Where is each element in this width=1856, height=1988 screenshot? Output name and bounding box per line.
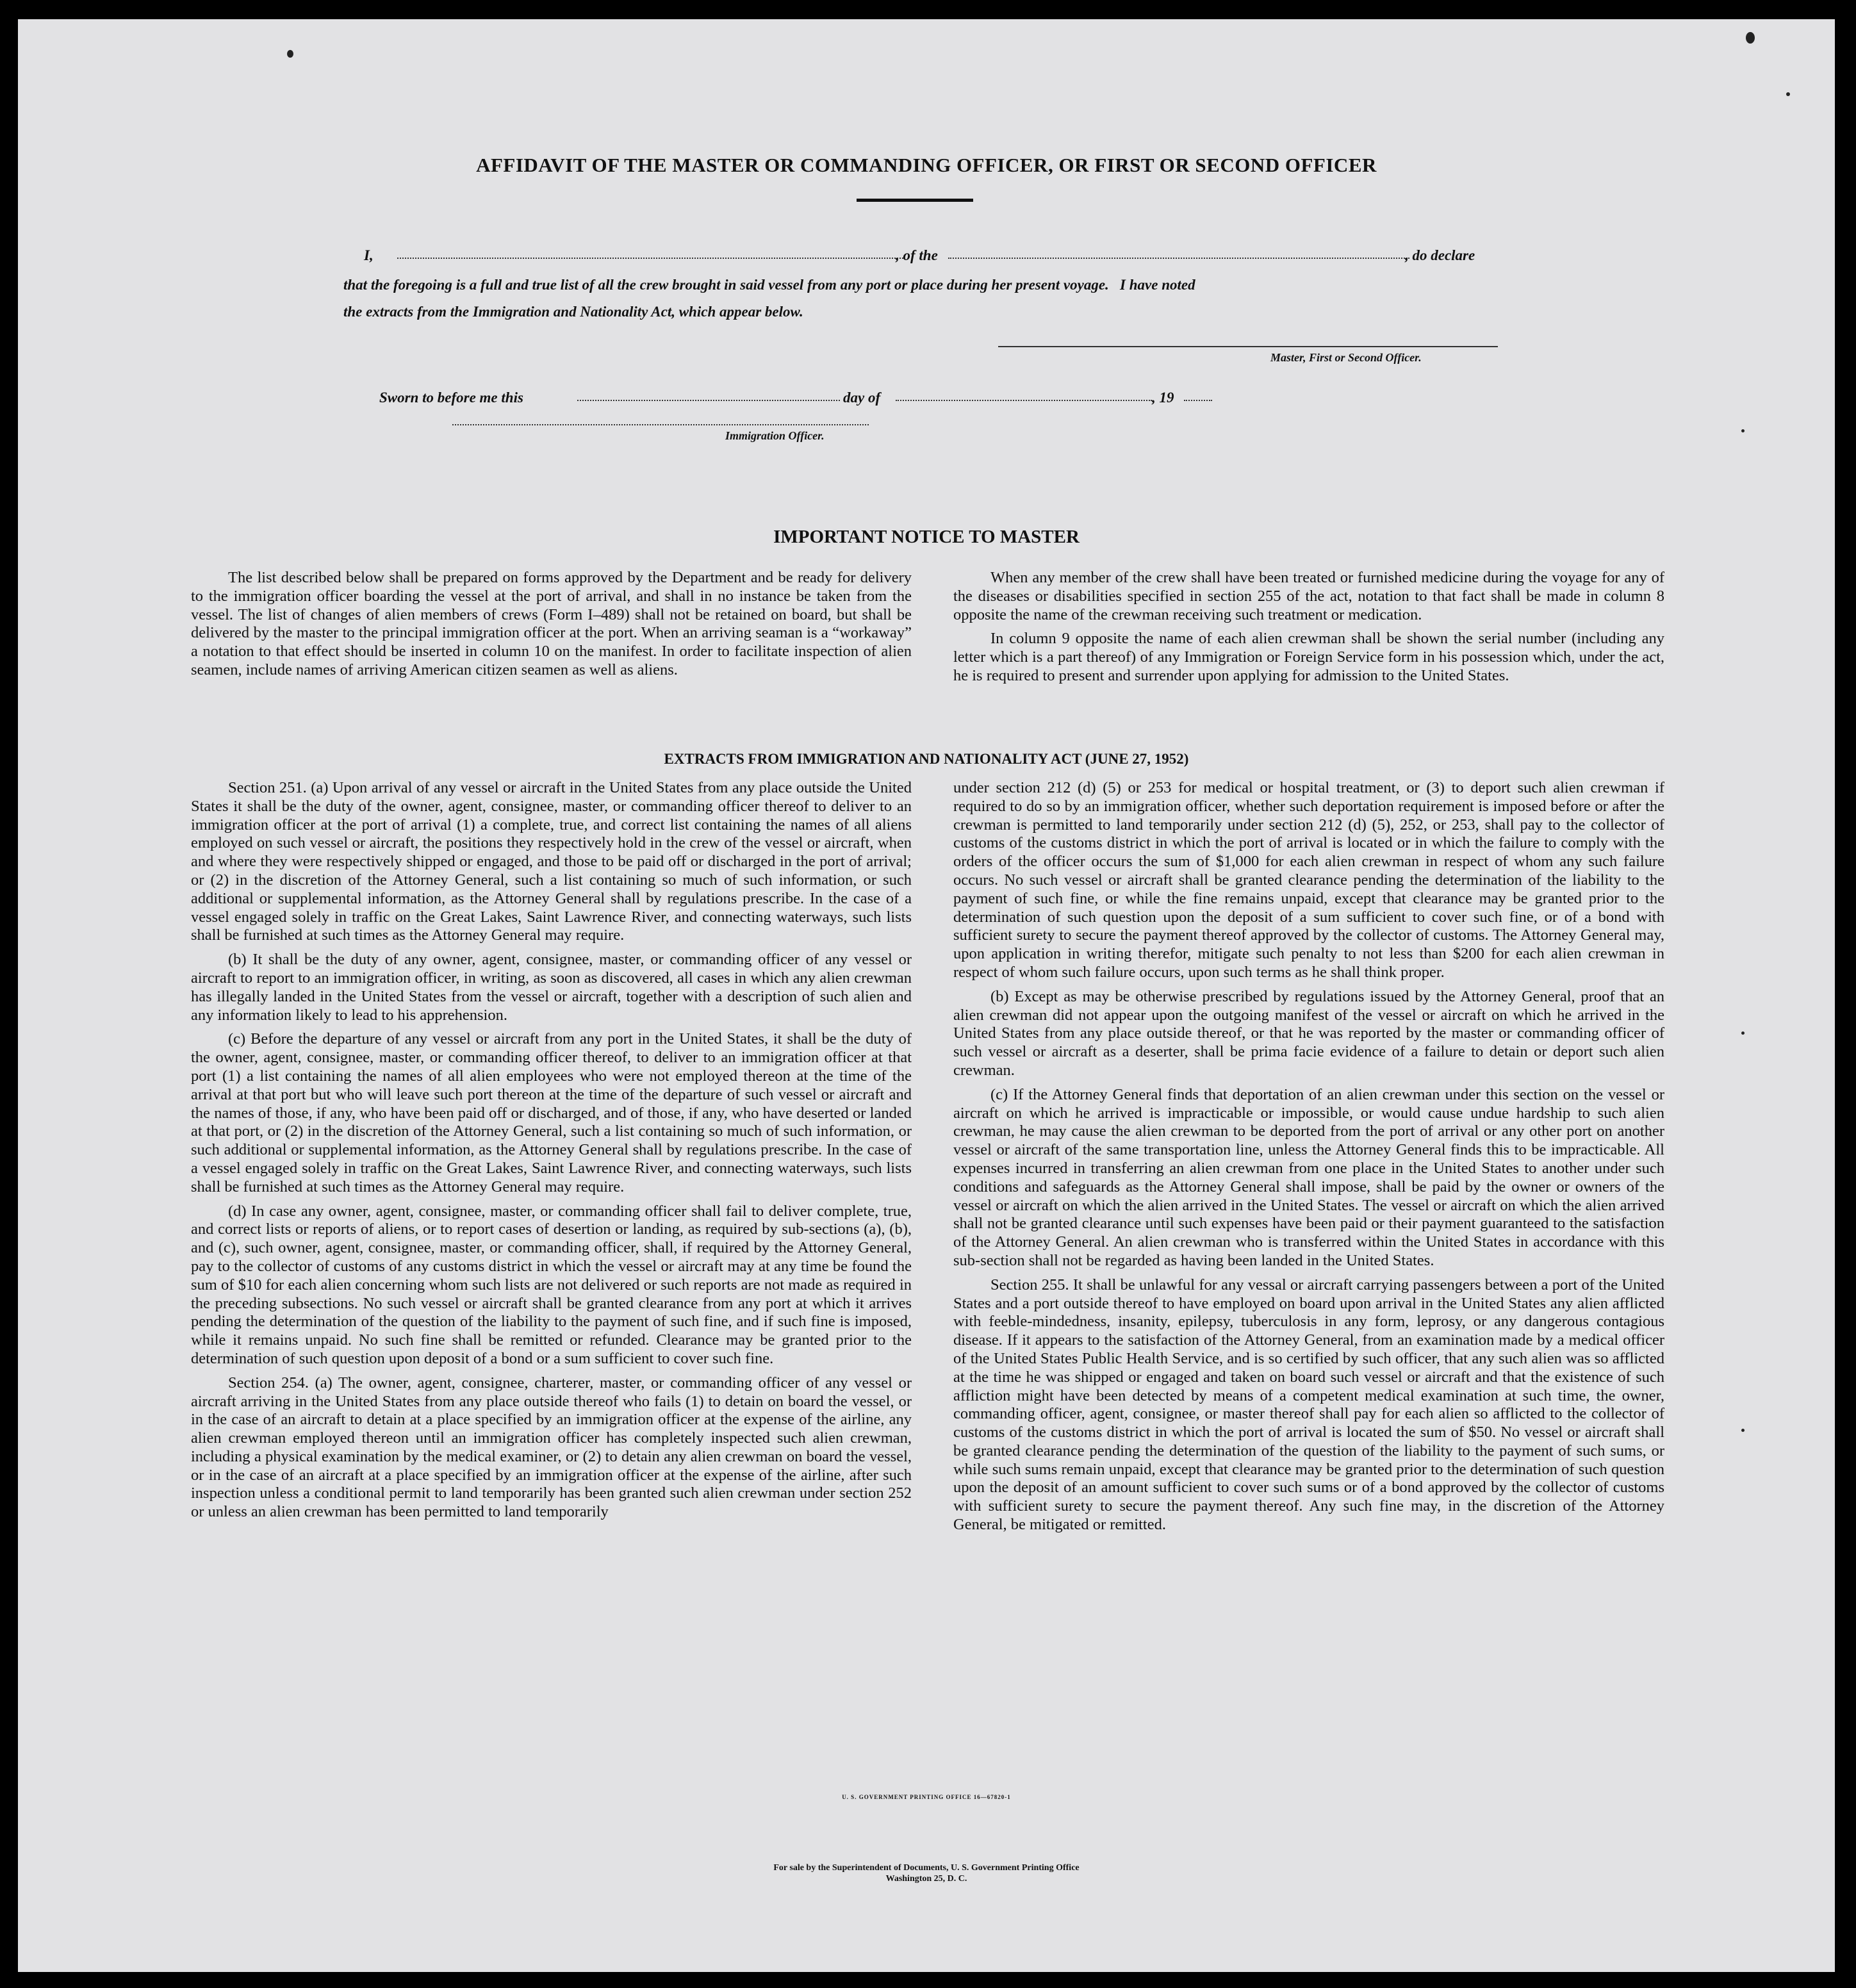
of-the-label: , of the (896, 247, 938, 263)
scan-mark (1746, 32, 1755, 44)
affidavit-line-2: that the foregoing is a full and true list of all the crew brought in said vessel from any port or place during her present voyage. I have noted (343, 277, 1195, 293)
form-page (18, 19, 1835, 1972)
scan-mark (287, 50, 293, 58)
notice-right-column (953, 569, 1664, 691)
section-255: Section 255. It shall be unlawful for any vessal or aircraft carrying passengers between a port of the United States and a port outside thereof to have employed on board upon arrival in the United States any alien afflicted with feeble-mindedness, insanity, epilepsy, tuberculosis in any form, leprosy, or any dangerous contagious disease. If it appears to the satisfaction of the Attorney General, from an examination made by a medical officer of the United States Public Health Service, and is so certified by such officer, that any such alien was so afflicted at the time he was shipped or engaged and taken on board such vessel or aircraft and that the existence of such affliction might have been detected by means of a competent medical examination at such time, the owner, commanding officer, agent, consignee, or master thereof shall pay for each alien so afflicted to the collector of customs of the customs district in which the port of arrival is located the sum of $50. No vessel or aircraft shall be granted clearance pending the determination of the question of the liability to the payment of such sums, or while such sums remain unpaid, except that clearance may be granted prior to the determination of such question upon the deposit of an amount sufficient to cover such sums or of a bond approved by the collector of customs with sufficient surety to secure the payment thereof. Any such fine may, in the discretion of the Attorney General, be mitigated or remitted. (953, 1276, 1664, 1534)
year-label: , 19 (1152, 390, 1174, 406)
sale-notice (18, 1862, 1835, 1884)
master-name-field[interactable] (397, 258, 903, 259)
affidavit-title: AFFIDAVIT OF THE MASTER OR COMMANDING OFFICER, OR FIRST OR SECOND OFFICER (476, 154, 1377, 176)
title-rule (857, 199, 973, 202)
scan-mark (1786, 92, 1790, 96)
notice-right-paragraph-1: When any member of the crew shall have been treated or furnished medicine during the voyage for any of the diseases or disabilities specified in section 255 of the act, notation to that fact shall be made in column 8 opposite the name of the crewman receiving such treatment or medication. (953, 569, 1664, 623)
section-254-a-continued: under section 212 (d) (5) or 253 for medical or hospital treatment, or (3) to deport such alien crewman if required to do so by an immigration officer, whether such deportation requirement is imposed before or after the crewman is permitted to land temporarily under section 212 (d) (5), 252, or 253, shall pay to the collector of customs of the customs district in which the port of arrival is located or in which the failure to comply with the orders of the officer occurs the sum of $1,000 for each alien crewman in respect of whom any such failure occurs. No such vessel or aircraft shall be granted clearance pending the determination of the liability to the payment of such fine, or while the fine remains unpaid, except that clearance may be granted prior to the determination of such question upon the deposit of a sum sufficient to cover such fine, or of a bond with sufficient surety to secure the payment thereof approved by the collector of customs. The Attorney General may, upon application in writing therefor, mitigate such penalty to not less than $200 for each alien crewman in respect of whom such failure occurs, upon such terms as he shall think proper. (953, 779, 1664, 981)
section-251-a: Section 251. (a) Upon arrival of any vessel or aircraft in the United States from any place outside the United States it shall be the duty of the owner, agent, consignee, master, or commanding officer thereof to deliver to an immigration officer at the port of arrival (1) a complete, true, and correct list containing the names of all aliens employed on such vessel or aircraft, the positions they respectively hold in the crew of the vessel or aircraft, when and where they were respectively shipped or engaged, and those to be paid off or discharged in the port of arrival; or (2) in the discretion of the Attorney General, such a list containing so much of such information, or such additional or supplemental information, as the Attorney General shall by regulations prescribe. In the case of a vessel engaged solely in traffic on the Great Lakes, Saint Lawrence River, and connecting waterways, such lists shall be furnished at such times as the Attorney General may require. (191, 779, 912, 944)
section-251-c: (c) Before the departure of any vessel or aircraft from any port in the United States, it shall be the duty of the owner, agent, consignee, master, or commanding officer thereof, to deliver to an immigration officer at that port (1) a list containing the names of all alien employees who were not employed thereon at the time of the arrival at that port but who will leave such port thereon at the time of the departure of such vessel or aircraft and the names of those, if any, who have been paid off or discharged, and of those, if any, who have deserted or landed at that port, or (2) in the discretion of the Attorney General, such a list containing so much of such information, or such additional or supplemental information, as the Attorney General shall by regulations prescribe. In the case of a vessel engaged solely in traffic on the Great Lakes, Saint Lawrence River, and connecting waterways, such lists shall be furnished at such times as the Attorney General may require. (191, 1030, 912, 1195)
declare-label: , do declare (1405, 247, 1475, 263)
signature-label: Master, First or Second Officer. (1270, 351, 1422, 364)
affidavit-i-label: I, (364, 247, 374, 263)
scan-mark (1741, 1031, 1745, 1035)
section-254-b: (b) Except as may be otherwise prescribed by regulations issued by the Attorney General, proof that an alien crewman did not appear upon the outgoing manifest of the vessel or aircraft on which he arrived in the United States from any place outside thereof, or that he was reported by the master or commanding officer of such vessel or aircraft as a deserter, shall be prima facie evidence of a failure to detain or deport such alien crewman. (953, 987, 1664, 1079)
notice-title: IMPORTANT NOTICE TO MASTER (773, 527, 1080, 547)
year-field[interactable] (1184, 400, 1212, 401)
scan-mark (1741, 429, 1745, 432)
sworn-day-field[interactable] (577, 400, 840, 401)
extracts-right-column (953, 779, 1664, 1540)
extracts-left-column (191, 779, 912, 1527)
signature-line[interactable] (998, 346, 1498, 347)
print-code: U. S. GOVERNMENT PRINTING OFFICE 16—67820-1 (842, 1794, 1011, 1800)
day-of-label: day of (843, 390, 881, 406)
notice-right-paragraph-2: In column 9 opposite the name of each alien crewman shall be shown the serial number (including any letter which is a part thereof) of any Immigration or Foreign Service form in his possession which, under the act, he is required to present and surrender upon applying for admission to the United States. (953, 630, 1664, 684)
sworn-label: Sworn to before me this (379, 390, 523, 406)
sale-line-1: For sale by the Superintendent of Documents, U. S. Government Printing Office (773, 1863, 1080, 1873)
affidavit-line-3: the extracts from the Immigration and Nationality Act, which appear below. (343, 304, 803, 320)
officer-signature-field[interactable] (452, 424, 869, 425)
extracts-title: EXTRACTS FROM IMMIGRATION AND NATIONALITY ACT (JUNE 27, 1952) (664, 751, 1189, 767)
sale-line-2: Washington 25, D. C. (885, 1874, 967, 1884)
scan-mark (1741, 1429, 1745, 1432)
sworn-month-field[interactable] (896, 400, 1152, 401)
notice-left-paragraph: The list described below shall be prepared on forms approved by the Department and be ready for delivery to the immigration officer boarding the vessel at the port of arrival, and shall in no instance be taken from the vessel. The list of changes of alien members of crews (Form I–489) shall not be retained on board, but shall be delivered by the master to the principal immigration officer at the port. When an arriving seaman is a “workaway” a notation to that effect should be inserted in column 10 on the manifest. In order to facilitate inspection of alien seamen, include names of arriving American citizen seamen as well as aliens. (191, 569, 912, 678)
vessel-name-field[interactable] (948, 258, 1409, 259)
section-251-d: (d) In case any owner, agent, consignee, master, or commanding officer shall fail to deliver complete, true, and correct lists or reports of aliens, or to report cases of desertion or landing, as required by sub-sections (a), (b), and (c), such owner, agent, consignee, master, or commanding officer, shall, if required by the Attorney General, pay to the collector of customs of any customs district in which the vessel or aircraft may at any time be found the sum of $10 for each alien concerning whom such lists are not delivered or such reports are not made as required in the preceding subsections. No such vessel or aircraft shall be granted clearance from any port at which it arrives pending the determination of the question of the liability to the payment of such fine, and if such fine is imposed, while it remains unpaid. No such fine shall be remitted or refunded. Clearance may be granted prior to the determination of such question upon deposit of a bond or a sum sufficient to cover such fine. (191, 1202, 912, 1367)
section-254-a: Section 254. (a) The owner, agent, consignee, charterer, master, or commanding officer of any vessel or aircraft arriving in the United States from any place outside thereof who fails (1) to detain on board the vessel, or in the case of an aircraft to detain at a place specified by an immigration officer at the expense of the airline, any alien crewman employed thereon until an immigration officer has completely inspected such alien crewman, including a physical examination by the medical examiner, or (2) to detain any alien crewman on board the vessel, or in the case of an aircraft at a place specified by an immigration officer at the expense of the airline, after such inspection unless a conditional permit to land temporarily has been granted such alien crewman under section 252 or unless an alien crewman has been permitted to land temporarily (191, 1374, 912, 1521)
officer-label: Immigration Officer. (725, 429, 825, 442)
section-251-b: (b) It shall be the duty of any owner, agent, consignee, master, or commanding officer of any vessel or aircraft to report to an immigration officer, in writing, as soon as discovered, all cases in which any alien crewman has illegally landed in the United States from the vessel or aircraft, together with a description of such alien and any information likely to lead to his apprehension. (191, 951, 912, 1024)
notice-left-column (191, 569, 912, 686)
section-254-c: (c) If the Attorney General finds that deportation of an alien crewman under this section on the vessel or aircraft on which he arrived is impracticable or impossible, or would cause undue hardship to such alien crewman, he may cause the alien crewman to be deported from the port of arrival or any other port on another vessel or aircraft of the same transportation line, unless the Attorney General finds this to be impracticable. All expenses incurred in transferring an alien crewman from one place in the United States to another under such conditions and safeguards as the Attorney General shall impose, shall be paid by the owner or owners of the vessel or aircraft on which the alien arrived in the United States. The vessel or aircraft on which the alien arrived shall not be granted clearance until such expenses have been paid or their payment guaranteed to the satisfaction of the Attorney General. An alien crewman who is transferred within the United States in accordance with this sub-section shall not be regarded as having been landed in the United States. (953, 1085, 1664, 1269)
